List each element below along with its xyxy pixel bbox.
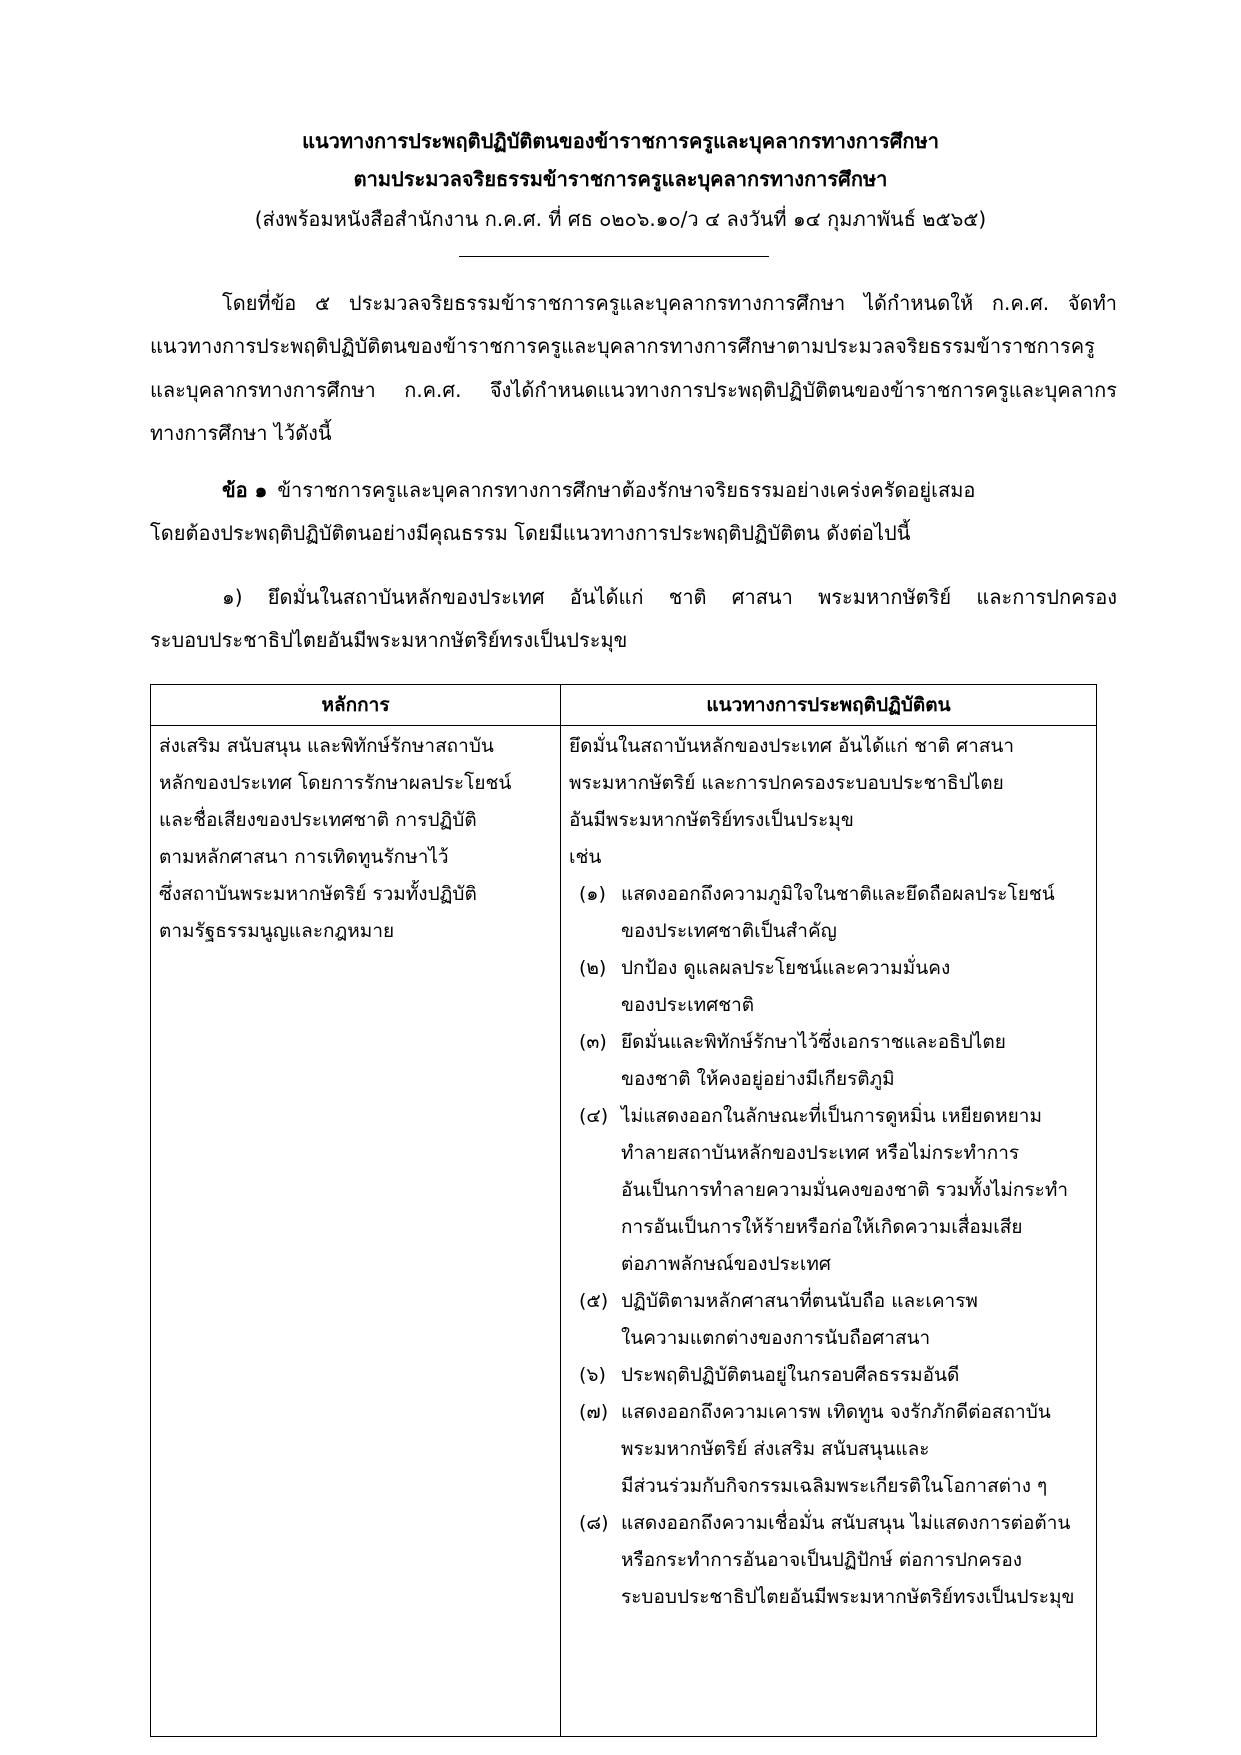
item-number: (๓) (579, 1031, 607, 1053)
item-line: แสดงออกถึงความเคารพ เทิดทูน จงรักภักดีต่อสถาบัน (621, 1401, 1051, 1423)
guideline-intro-line: อันมีพระมหากษัตริย์ทรงเป็นประมุข (569, 809, 854, 831)
guideline-table (150, 684, 1097, 1737)
guideline-intro-line: เช่น (569, 846, 602, 868)
item-number: (๑) (579, 883, 606, 905)
guideline-item (569, 950, 1088, 1024)
clause-1-line: ๑) ยึดมั่นในสถาบันหลักของประเทศ อันได้แก่ ชาติ ศาสนา พระมหากษัตริย์ และการปกครอง (222, 585, 1117, 609)
section-1-first-line (222, 472, 1117, 508)
document-title-line1: แนวทางการประพฤติปฏิบัติตนของข้าราชการครูและบุคลากรทางการศึกษา (302, 129, 939, 153)
guideline-intro-line: พระมหากษัตริย์ และการปกครองระบอบประชาธิปไตย (569, 772, 1004, 794)
clause-1-line: ระบอบประชาธิปไตยอันมีพระมหากษัตริย์ทรงเป็นประมุข (150, 628, 628, 652)
item-line: ปฏิบัติตามหลักศาสนาที่ตนนับถือ และเคารพ (621, 1290, 978, 1312)
intro-line: และบุคลากรทางการศึกษา ก.ค.ศ. จึงได้กำหนดแนวทางการประพฤติปฏิบัติตนของข้าราชการครูและบุคลากร (150, 378, 1117, 402)
table-header-principle: หลักการ (151, 685, 561, 726)
item-line: ต่อภาพลักษณ์ของประเทศ (621, 1253, 831, 1275)
item-line: ยึดมั่นและพิทักษ์รักษาไว้ซึ่งเอกราชและอธิปไตย (621, 1031, 1006, 1053)
principle-line: ตามรัฐธรรมนูญและกฎหมาย (159, 920, 395, 942)
item-line: ปกป้อง ดูแลผลประโยชน์และความมั่นคง (621, 957, 951, 979)
item-line: แสดงออกถึงความภูมิใจในชาติและยึดถือผลประโยชน์ (621, 883, 1055, 905)
item-line: แสดงออกถึงความเชื่อมั่น สนับสนุน ไม่แสดงการต่อต้าน (621, 1512, 1071, 1534)
guideline-cell (561, 726, 1097, 1737)
section-1-text: ข้าราชการครูและบุคลากรทางการศึกษาต้องรักษาจริยธรรมอย่างเคร่งครัดอยู่เสมอ (277, 478, 976, 502)
principle-line: ซึ่งสถาบันพระมหากษัตริย์ รวมทั้งปฏิบัติ (159, 883, 477, 905)
intro-line: ทางการศึกษา ไว้ดังนี้ (150, 421, 332, 445)
guideline-intro-line: ยึดมั่นในสถาบันหลักของประเทศ อันได้แก่ ชาติ ศาสนา (569, 735, 1015, 757)
item-line: หรือกระทำการอันอาจเป็นปฏิปักษ์ ต่อการปกครอง (621, 1549, 1023, 1571)
item-line: ไม่แสดงออกในลักษณะที่เป็นการดูหมิ่น เหยียดหยาม (621, 1105, 1042, 1127)
guideline-item (569, 1098, 1088, 1283)
guideline-item (569, 1394, 1088, 1505)
principle-line: หลักของประเทศ โดยการรักษาผลประโยชน์ (159, 772, 512, 794)
section-1-label: ข้อ ๑ (222, 478, 268, 502)
section-1-second-line: โดยต้องประพฤติปฏิบัติตนอย่างมีคุณธรรม โดยมีแนวทางการประพฤติปฏิบัติตน ดังต่อไปนี้ (150, 521, 911, 545)
item-line: ของประเทศชาติ (621, 994, 755, 1016)
item-number: (๖) (579, 1364, 606, 1386)
item-line: มีส่วนร่วมกับกิจกรรมเฉลิมพระเกียรติในโอกาสต่าง ๆ (621, 1475, 1048, 1497)
guideline-item (569, 876, 1088, 950)
title-divider (459, 256, 769, 257)
guideline-item (569, 1505, 1088, 1616)
document-subtitle: (ส่งพร้อมหนังสือสำนักงาน ก.ค.ศ. ที่ ศธ ๐๒๐๖.๑๐/ว ๔ ลงวันที่ ๑๔ กุมภาพันธ์ ๒๕๖๕) (254, 207, 987, 231)
item-line: ของชาติ ให้คงอยู่อย่างมีเกียรติภูมิ (621, 1068, 895, 1090)
table-row (151, 726, 1097, 1737)
principle-line: ตามหลักศาสนา การเทิดทูนรักษาไว้ (159, 846, 449, 868)
item-number: (๕) (579, 1290, 609, 1312)
guideline-item (569, 1283, 1088, 1357)
principle-line: และชื่อเสียงของประเทศชาติ การปฏิบัติ (159, 809, 477, 831)
intro-line: โดยที่ข้อ ๕ ประมวลจริยธรรมข้าราชการครูและบุคลากรทางการศึกษา ได้กำหนดให้ ก.ค.ศ. จัดทำ (222, 291, 1117, 315)
item-line: ประพฤติปฏิบัติตนอยู่ในกรอบศีลธรรมอันดี (621, 1364, 960, 1386)
item-number: (๔) (579, 1105, 609, 1127)
table-header-guideline: แนวทางการประพฤติปฏิบัติตน (561, 685, 1097, 726)
guideline-item (569, 1357, 1088, 1394)
item-line: พระมหากษัตริย์ ส่งเสริม สนับสนุนและ (621, 1438, 930, 1460)
document-title-line2: ตามประมวลจริยธรรมข้าราชการครูและบุคลากรทางการศึกษา (353, 167, 888, 191)
item-line: อันเป็นการทำลายความมั่นคงของชาติ รวมทั้งไม่กระทำ (621, 1179, 1069, 1201)
intro-line: แนวทางการประพฤติปฏิบัติตนของข้าราชการครูและบุคลากรทางการศึกษาตามประมวลจริยธรรมข้าราชการครู (150, 334, 1095, 358)
table-header-row (151, 685, 1097, 726)
item-line: ทำลายสถาบันหลักของประเทศ หรือไม่กระทำการ (621, 1142, 1020, 1164)
principle-line: ส่งเสริม สนับสนุน และพิทักษ์รักษาสถาบัน (159, 735, 494, 757)
item-number: (๘) (579, 1512, 609, 1534)
item-number: (๒) (579, 957, 607, 979)
item-line: ระบอบประชาธิปไตยอันมีพระมหากษัตริย์ทรงเป็นประมุข (621, 1586, 1075, 1608)
principle-cell (151, 726, 561, 1737)
item-number: (๗) (579, 1401, 609, 1423)
guideline-item (569, 1024, 1088, 1098)
item-line: ในความแตกต่างของการนับถือศาสนา (621, 1327, 931, 1349)
item-line: การอันเป็นการให้ร้ายหรือก่อให้เกิดความเสื่อมเสีย (621, 1216, 1023, 1238)
item-line: ของประเทศชาติเป็นสำคัญ (621, 920, 837, 942)
